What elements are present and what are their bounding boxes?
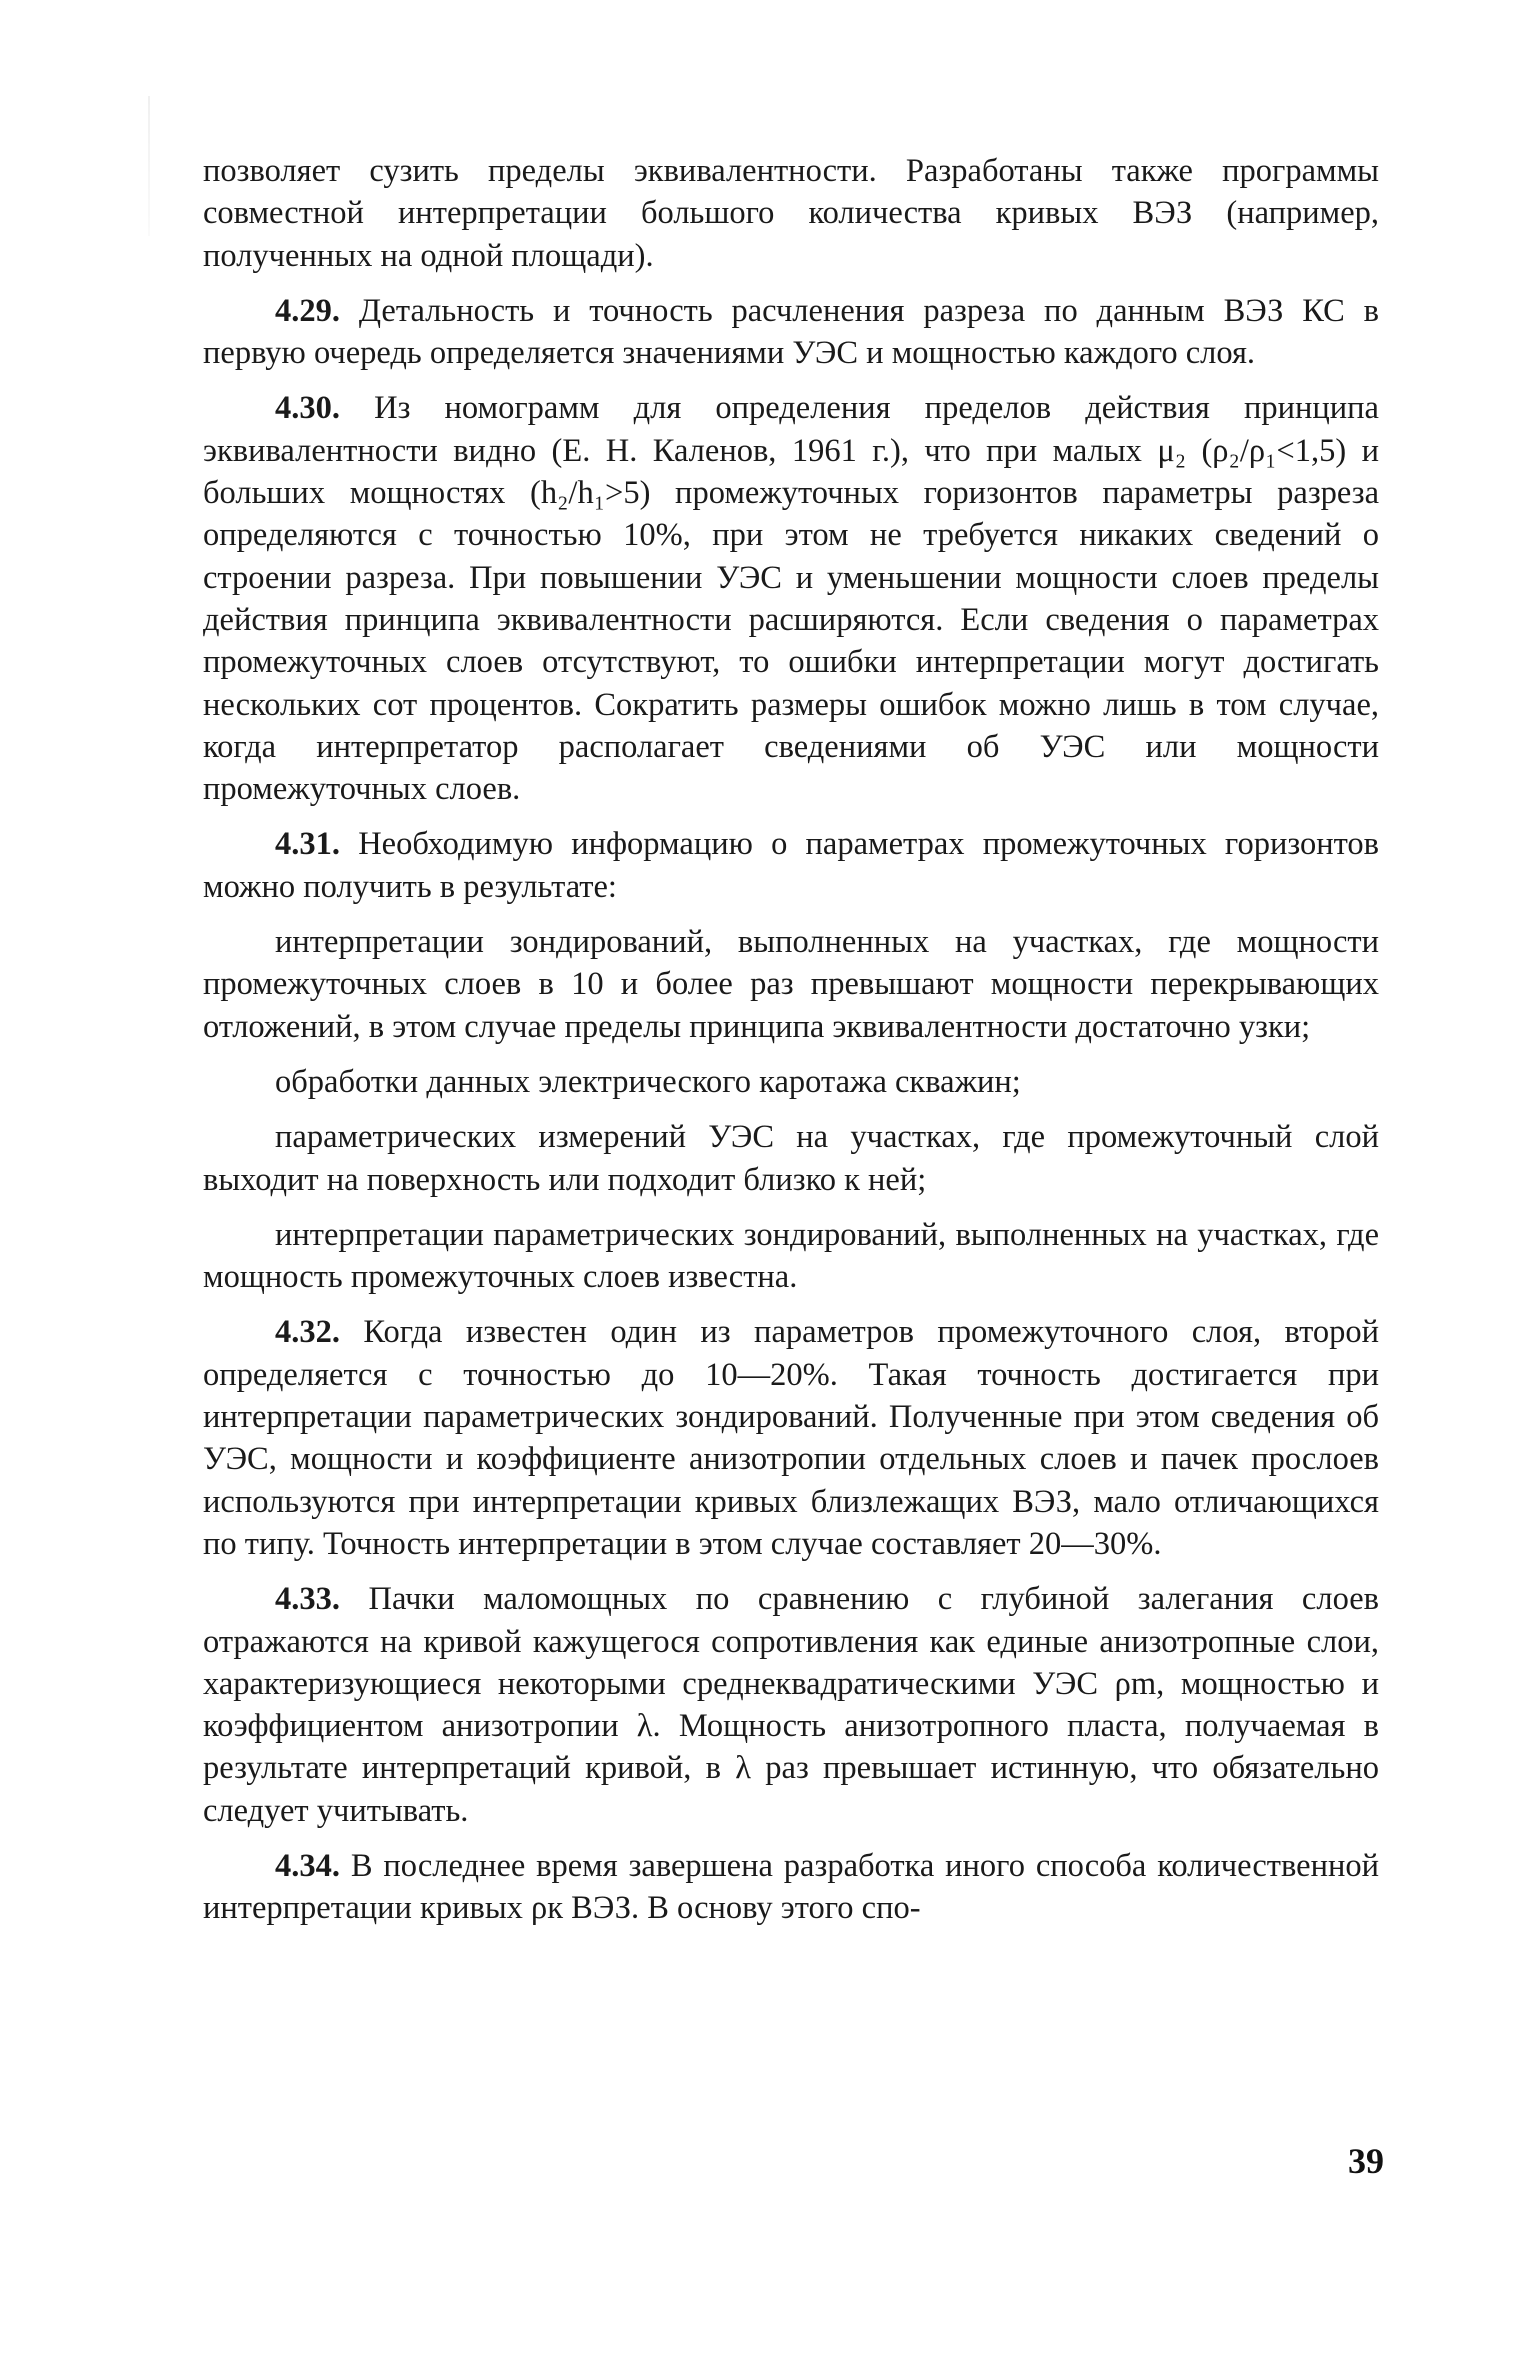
paragraph-text: Пачки маломощных по сравнению с глубиной залегания слоев отражаются на кривой кажущегося сопротивления как единые анизотропные слои, характеризующиеся некоторыми среднеквадратическими УЭС ρm, мощностью и коэффициентом анизотропии λ. Мощность анизотропного пласта, получаемая в результате интерпретаций кривой, в λ раз превышает истинную, что обязательно следует учитывать. [203, 1581, 1379, 1829]
section-number: 4.32. [275, 1314, 340, 1351]
paragraph-text: параметрических измерений УЭС на участках, где промежуточный слой выходит на поверхность или подходит близко к ней; [203, 1119, 1379, 1198]
section-number: 4.33. [275, 1581, 340, 1618]
paragraph-4-29 [203, 290, 1379, 375]
list-item-parametric-measurements [203, 1116, 1379, 1201]
paragraph-text: интерпретации параметрических зондирований, выполненных на участках, где мощность промежуточных слоев известна. [203, 1216, 1379, 1296]
paragraph-4-31 [203, 823, 1379, 908]
paragraph-4-34 [203, 1845, 1379, 1930]
paragraph-text: интерпретации зондирований, выполненных на участках, где мощности промежуточных слоев в 10 и более раз превышают мощности перекрывающих отложений, в этом случае пределы принципа эквивалентности достаточно узки; [203, 924, 1379, 1045]
paragraph-text: Необходимую информацию о параметрах промежуточных горизонтов можно получить в результате: [203, 826, 1379, 905]
paragraph-text: Детальность и точность расчленения разреза по данным ВЭЗ КС в первую очередь определяется значениями УЭС и мощностью каждого слоя. [203, 292, 1379, 372]
paragraph-4-32 [203, 1311, 1379, 1565]
list-item-parametric-soundings [203, 1214, 1379, 1299]
list-item-interpretation [203, 921, 1379, 1048]
section-number: 4.30. [275, 390, 340, 427]
document-page [203, 150, 1379, 1943]
paragraph-text: Когда известен один из параметров промежуточного слоя, второй определяется с точностью до 10—20%. Такая точность достигается при интерпретации параметрических зондирований. Полученные при этом сведения об УЭС, мощности и коэффициенте анизотропии отдельных слоев и пачек прослоев используются при интерпретации кривых близлежащих ВЭЗ, мало отличающихся по типу. Точность интерпретации в этом случае составляет 20—30%. [203, 1314, 1379, 1562]
section-number: 4.34. [275, 1847, 340, 1884]
paragraph-continuation [203, 150, 1379, 277]
paragraph-4-30 [203, 387, 1379, 810]
list-item-logging [203, 1061, 1379, 1103]
section-number: 4.31. [275, 826, 340, 863]
paragraph-text: обработки данных электрического каротажа скважин; [275, 1063, 1021, 1100]
paragraph-text: позволяет сузить пределы эквивалентности. Разработаны также программы совместной интерпретации большого количества кривых ВЭЗ (например, полученных на одной площади). [203, 153, 1379, 274]
page-number: 39 [1348, 2141, 1384, 2181]
paragraph-text: В последнее время завершена разработка иного способа количественной интерпретации кривых ρк ВЭЗ. В основу этого спо- [203, 1847, 1379, 1927]
scan-artifact [148, 96, 150, 236]
section-number: 4.29. [275, 292, 340, 329]
paragraph-4-33 [203, 1578, 1379, 1832]
paragraph-text: Из номограмм для определения пределов действия принципа эквивалентности видно (Е. Н. Каленов, 1961 г.), что при малых μ₂ (ρ₂/ρ₁<1,5) и больших мощностях (h₂/h₁>5) промежуточных горизонтов параметры разреза определяются с точностью 10%, при этом не требуется никаких сведений о строении разреза. При повышении УЭС и уменьшении мощности слоев пределы действия принципа эквивалентности расширяются. Если сведения о параметрах промежуточных слоев отсутствуют, то ошибки интерпретации могут достигать нескольких сот процентов. Сократить размеры ошибок можно лишь в том случае, когда интерпретатор располагает сведениями об УЭС или мощности промежуточных слоев. [203, 390, 1379, 808]
